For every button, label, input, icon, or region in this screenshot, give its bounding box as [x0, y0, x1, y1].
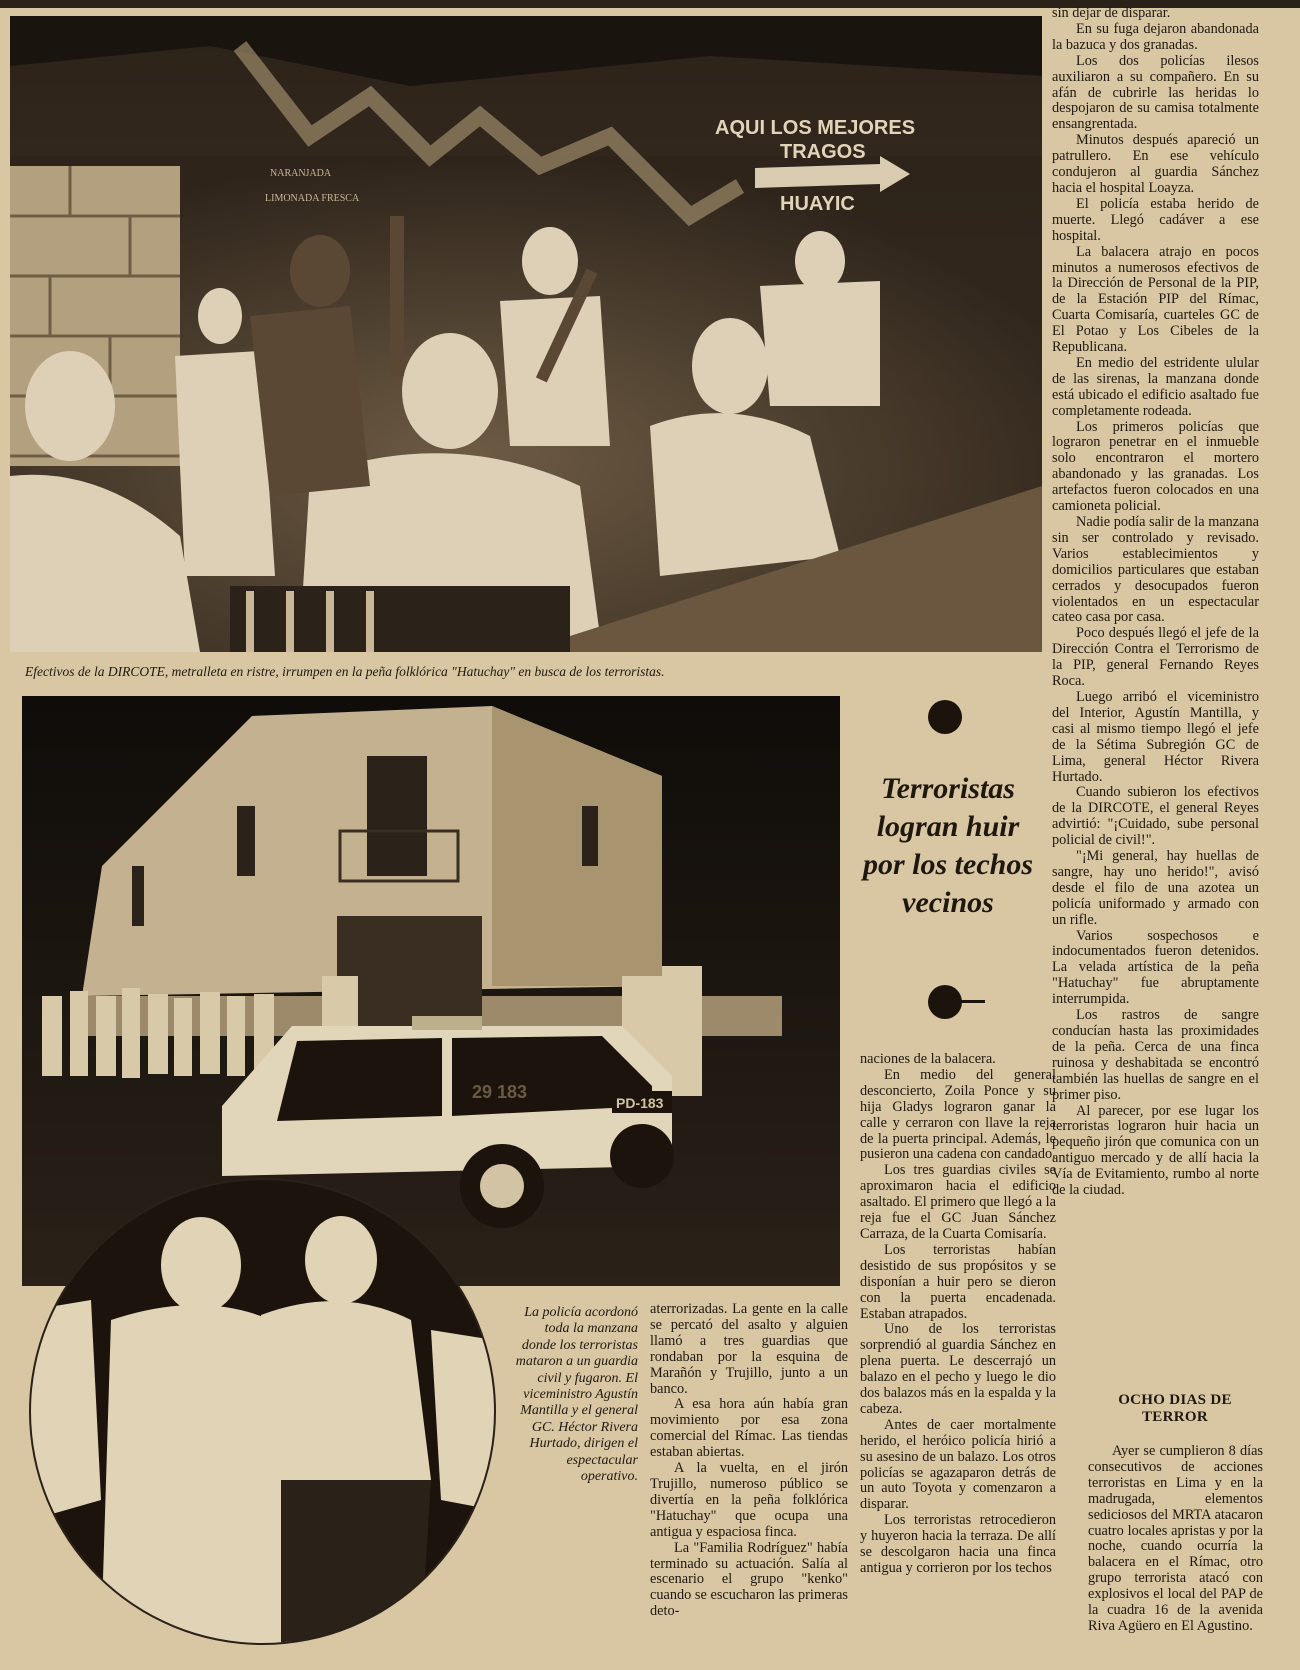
sign-text-3: HUAYIC	[780, 193, 855, 215]
photo-dircote-raid	[10, 16, 1042, 652]
photo-caption-officials: La policía acordonó toda la manzana donde los terroristas mataron a un guardia civil y fugaron. El viceministro Agustín Mantilla y el general GC. Héctor Rivera Hurtado, dirigen el espectacular operativo.	[515, 1305, 638, 1485]
paragraph: Los dos policías ilesos auxiliaron a su compañero. En su afán de cubrirle las heridas lo despojaron de su camisa totalmente ensangrentada.	[1052, 52, 1259, 133]
paragraph: Los terroristas retrocedieron y huyeron hacia la terraza. De allí se descolgaron hacia una finca antigua y corrieron por los techos	[860, 1512, 1056, 1576]
article-column-mid-2	[860, 1052, 1056, 1577]
paragraph: Los primeros policías que lograron penetrar en el inmueble solo encontraron el mortero abandonado y las granadas. Los artefactos fueron colocados en una camioneta policial.	[1052, 418, 1259, 515]
paragraph: A esa hora aún había gran movimiento por esa zona comercial del Rímac. Las tiendas estaban abiertas.	[650, 1396, 848, 1461]
paragraph: sin dejar de disparar.	[1052, 5, 1171, 21]
photo-officials-circle	[31, 1180, 494, 1643]
paragraph: Al parecer, por ese lugar los terroristas lograron huir hacia un pequeño jirón que comunica con un antiguo mercado y de allí hacia la Vía de Evitamiento, rumbo al norte de la ciudad.	[1052, 1102, 1259, 1199]
article-column-right	[1052, 6, 1259, 1199]
paragraph: Ayer se cumplieron 8 días consecutivos de acciones terroristas en Lima y en la madrugada, elementos sediciosos del MRTA atacaron cuatro locales apristas y por la noche, cuando ocurría la balacera en el Rímac, otro grupo terrorista atacó con explosivos el local del PAP de la cuadra 16 de la avenida Riva Agüero en El Agustino.	[1088, 1443, 1263, 1634]
menu-text-1: NARANJADA	[270, 168, 332, 179]
paragraph: Luego arribó el viceministro del Interior, Agustín Mantilla, y casi al mismo tiempo llegó el jefe de la Sétima Subregión GC de Lima, general Héctor Rivera Hurtado.	[1052, 688, 1259, 785]
paragraph: La balacera atrajo en pocos minutos a numerosos efectivos de la Dirección de Personal de la PIP, de la Estación PIP del Rímac, Cuarta Comisaría, cuarteles GC de El Potao y Los Cibeles de la Republicana.	[1052, 243, 1259, 356]
paragraph: aterrorizadas. La gente en la calle se percató del asalto y alguien llamó a tres guardias que rondaban por la esquina de Marañón y Trujillo, junto a un banco.	[650, 1301, 848, 1397]
paragraph: Antes de caer mortalmente herido, el heróico policía hirió a su asesino de un balazo. Los otros policías se agazaparon detrás de un auto Toyota y comenzaron a disparar.	[860, 1416, 1056, 1513]
paragraph: La "Familia Rodríguez" había terminado su actuación. Salía al escenario el grupo "kenko" cuando se escucharon las primeras deto-	[650, 1539, 848, 1620]
paragraph: En medio del estridente ulular de las sirenas, la manzana donde está ubicado el edificio asaltado fue completamente rodeada.	[1052, 354, 1259, 419]
menu-text-2: LIMONADA FRESCA	[265, 193, 360, 204]
sign-text-1: AQUI LOS MEJORES	[715, 117, 916, 139]
section-subhead: OCHO DIAS DE TERROR	[1118, 1392, 1232, 1425]
headline: Terroristas logran huir por los techos vecinos	[862, 772, 1033, 919]
article-column-mid-1	[650, 1302, 848, 1620]
bullet-dot	[928, 700, 962, 734]
paragraph: Uno de los terroristas sorprendió al guardia Sánchez en plena puerta. Le descerrajó un balazo en el pecho y luego le dio dos balazos más en la espalda y la cabeza.	[860, 1321, 1056, 1417]
divider	[955, 1000, 985, 1003]
paragraph: Cuando subieron los efectivos de la DIRCOTE, el general Reyes advirtió: "¡Cuidado, sube personal policial de civil!".	[1052, 784, 1259, 849]
paragraph: Los rastros de sangre conducían hasta las proximidades de la peña. Cerca de una finca ruinosa y deshabitada se encontró también las huellas de sangre en el primer piso.	[1052, 1007, 1259, 1103]
paragraph: naciones de la balacera.	[860, 1051, 996, 1067]
photo-caption-raid: Efectivos de la DIRCOTE, metralleta en ristre, irrumpen en la peña folklórica "Hatuchay" en busca de los terroristas.	[25, 664, 665, 679]
paragraph: En su fuga dejaron abandonada la bazuca y dos granadas.	[1052, 20, 1259, 53]
paragraph: Los terroristas habían desistido de sus propósitos y se disponían a huir pero se dieron con la puerta encadenada. Estaban atrapados.	[860, 1241, 1056, 1322]
paragraph: "¡Mi general, hay huellas de sangre, hay uno herido!", avisó desde el filo de una azotea un policía uniformado y armado con un rifle.	[1052, 848, 1259, 928]
car-plate: PD-183	[616, 1095, 664, 1111]
paragraph: Nadie podía salir de la manzana sin ser controlado y revisado. Varios establecimientos y domicilios particulares que estaban cerrados y desocupados fueron violentados en un espectacular cateo casa por casa.	[1052, 514, 1259, 626]
paragraph: Poco después llegó el jefe de la Dirección Contra el Terrorismo de la PIP, general Fernando Reyes Roca.	[1052, 625, 1259, 690]
car-number: 29 183	[472, 1082, 528, 1102]
paragraph: Minutos después apareció un patrullero. En ese vehículo condujeron al guardia Sánchez hacia el hospital Loayza.	[1052, 132, 1259, 196]
paragraph: En medio del general desconcierto, Zoila Ponce y su hija Gladys lograron ganar la calle y cerraron con llave la reja de la puerta principal. Además, le pusieron una cadena con candado.	[860, 1066, 1056, 1163]
paragraph: A la vuelta, en el jirón Trujillo, numeroso público se divertía en la peña folklórica "Hatuchay" que ocupa una antigua y espaciosa finca.	[650, 1460, 848, 1540]
article-column-right-2	[1088, 1444, 1263, 1635]
paragraph: Varios sospechosos e indocumentados fueron detenidos. La velada artística de la peña "Hatuchay" fue abruptamente interrumpida.	[1052, 927, 1259, 1008]
photo-building-exterior	[22, 696, 840, 1286]
sign-text-2: TRAGOS	[780, 141, 866, 163]
paragraph: El policía estaba herido de muerte. Llegó cadáver a ese hospital.	[1052, 195, 1259, 244]
paragraph: Los tres guardias civiles se aproximaron hacia el edificio asaltado. El primero que llegó a la reja fue el GC Juan Sánchez Carraza, de la Cuarta Comisaría.	[860, 1162, 1056, 1242]
